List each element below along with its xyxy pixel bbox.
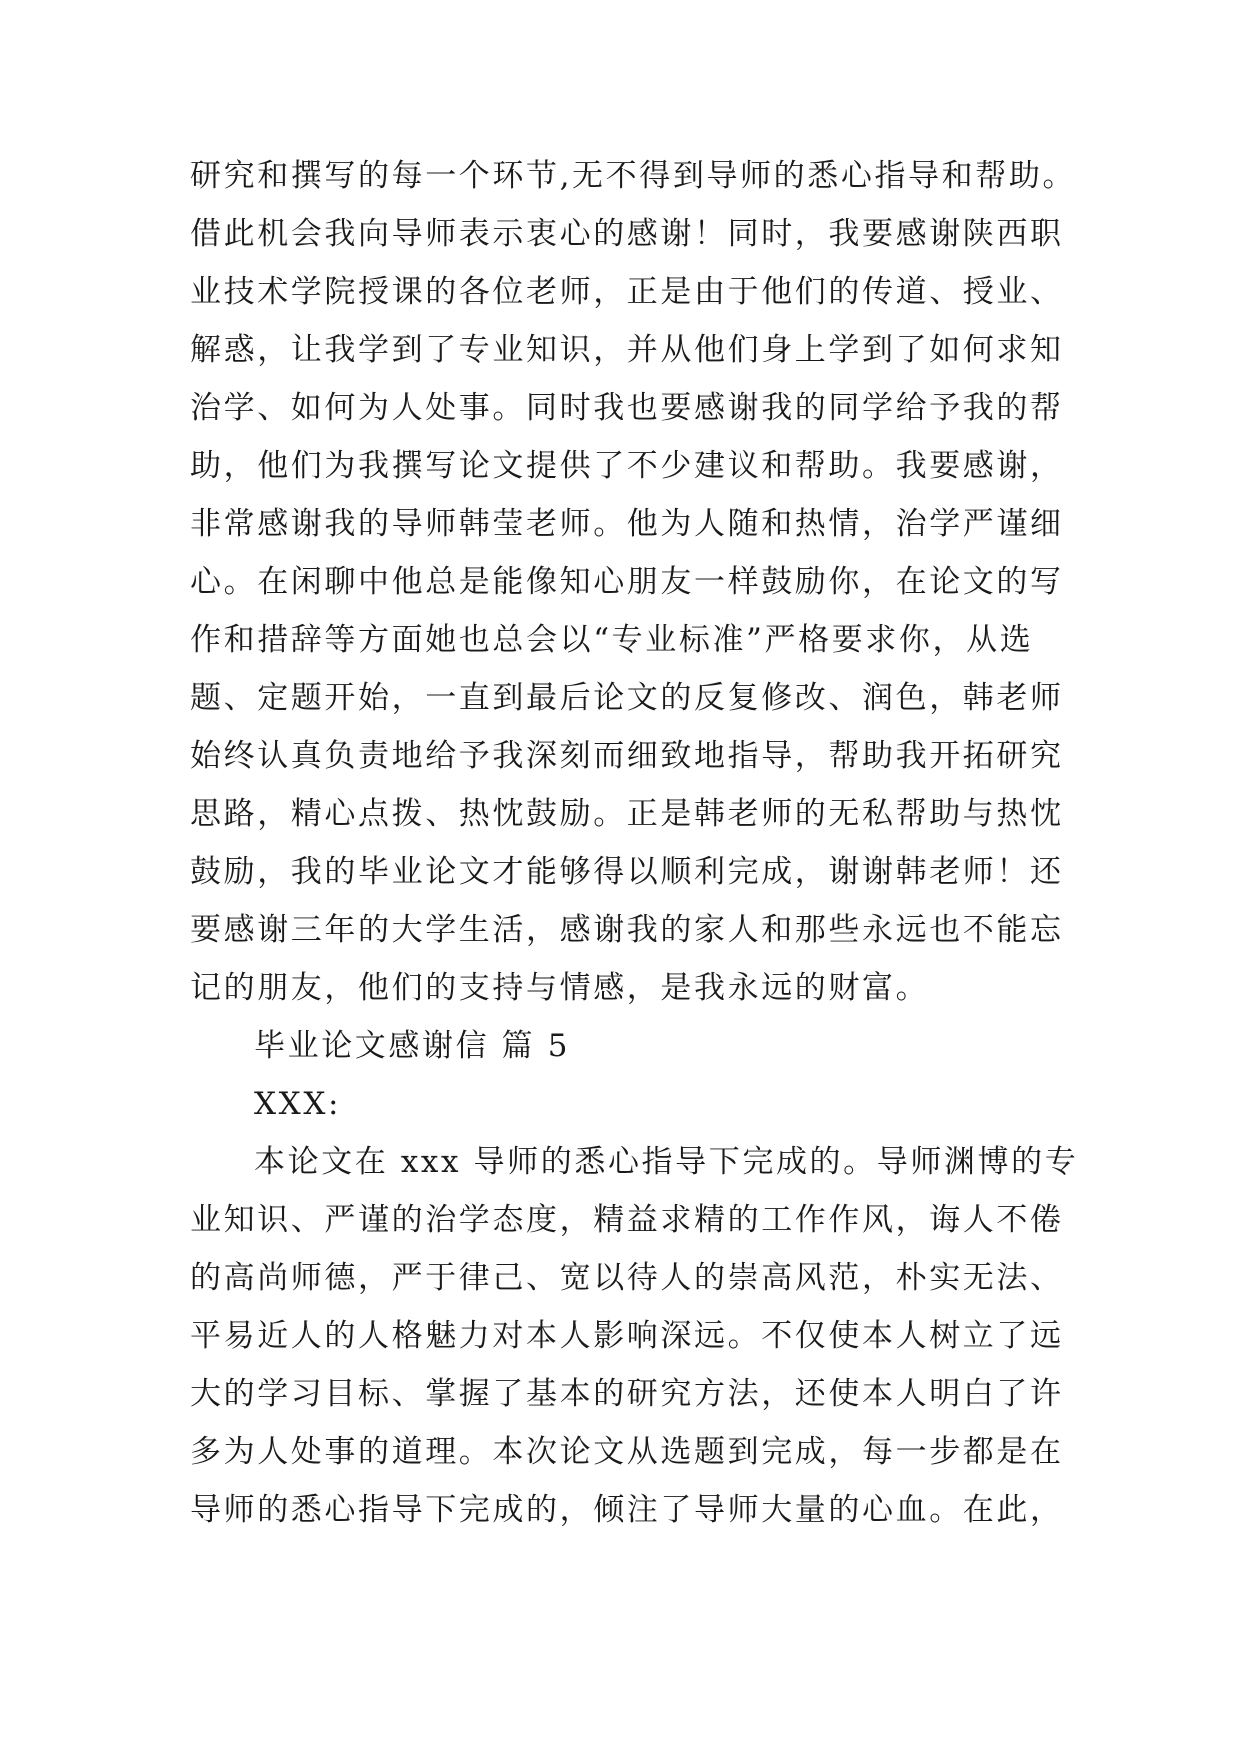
paragraph-line: 导师的悉心指导下完成的，倾注了导师大量的心血。在此， xyxy=(190,1492,1064,1528)
paragraph-line: 助，他们为我撰写论文提供了不少建议和帮助。我要感谢， xyxy=(190,448,1064,484)
paragraph-line: 心。在闲聊中他总是能像知心朋友一样鼓励你，在论文的写 xyxy=(190,564,1064,600)
paragraph-line: 作和措辞等方面她也总会以“专业标准”严格要求你，从选 xyxy=(190,622,1034,658)
paragraph-line: 要感谢三年的大学生活，感谢我的家人和那些永远也不能忘 xyxy=(190,912,1064,948)
paragraph-line: 思路，精心点拨、热忱鼓励。正是韩老师的无私帮助与热忱 xyxy=(190,796,1064,832)
salutation: XXX: xyxy=(254,1086,342,1122)
paragraph-line: 治学、如何为人处事。同时我也要感谢我的同学给予我的帮 xyxy=(190,390,1064,426)
paragraph-line: 的高尚师德，严于律己、宽以待人的崇高风范，朴实无法、 xyxy=(190,1260,1064,1296)
paragraph-line: 业技术学院授课的各位老师，正是由于他们的传道、授业、 xyxy=(190,274,1064,310)
paragraph-line: 解惑，让我学到了专业知识，并从他们身上学到了如何求知 xyxy=(190,332,1064,368)
paragraph-line: 记的朋友，他们的支持与情感，是我永远的财富。 xyxy=(190,970,930,1006)
paragraph-line: 本论文在 xxx 导师的悉心指导下完成的。导师渊博的专 xyxy=(254,1144,1079,1180)
paragraph-line: 大的学习目标、掌握了基本的研究方法，还使本人明白了许 xyxy=(190,1376,1064,1412)
paragraph-line: 非常感谢我的导师韩莹老师。他为人随和热情，治学严谨细 xyxy=(190,506,1064,542)
paragraph-line: 始终认真负责地给予我深刻而细致地指导，帮助我开拓研究 xyxy=(190,738,1064,774)
paragraph-line: 借此机会我向导师表示衷心的感谢！同时，我要感谢陕西职 xyxy=(190,216,1064,252)
paragraph-line: 业知识、严谨的治学态度，精益求精的工作作风，诲人不倦 xyxy=(190,1202,1064,1238)
section-heading: 毕业论文感谢信 篇 5 xyxy=(254,1028,571,1064)
paragraph-line: 研究和撰写的每一个环节,无不得到导师的悉心指导和帮助。 xyxy=(190,158,1077,194)
paragraph-line: 平易近人的人格魅力对本人影响深远。不仅使本人树立了远 xyxy=(190,1318,1064,1354)
paragraph-line: 题、定题开始，一直到最后论文的反复修改、润色，韩老师 xyxy=(190,680,1064,716)
paragraph-line: 鼓励，我的毕业论文才能够得以顺利完成，谢谢韩老师！还 xyxy=(190,854,1064,890)
paragraph-line: 多为人处事的道理。本次论文从选题到完成，每一步都是在 xyxy=(190,1434,1064,1470)
